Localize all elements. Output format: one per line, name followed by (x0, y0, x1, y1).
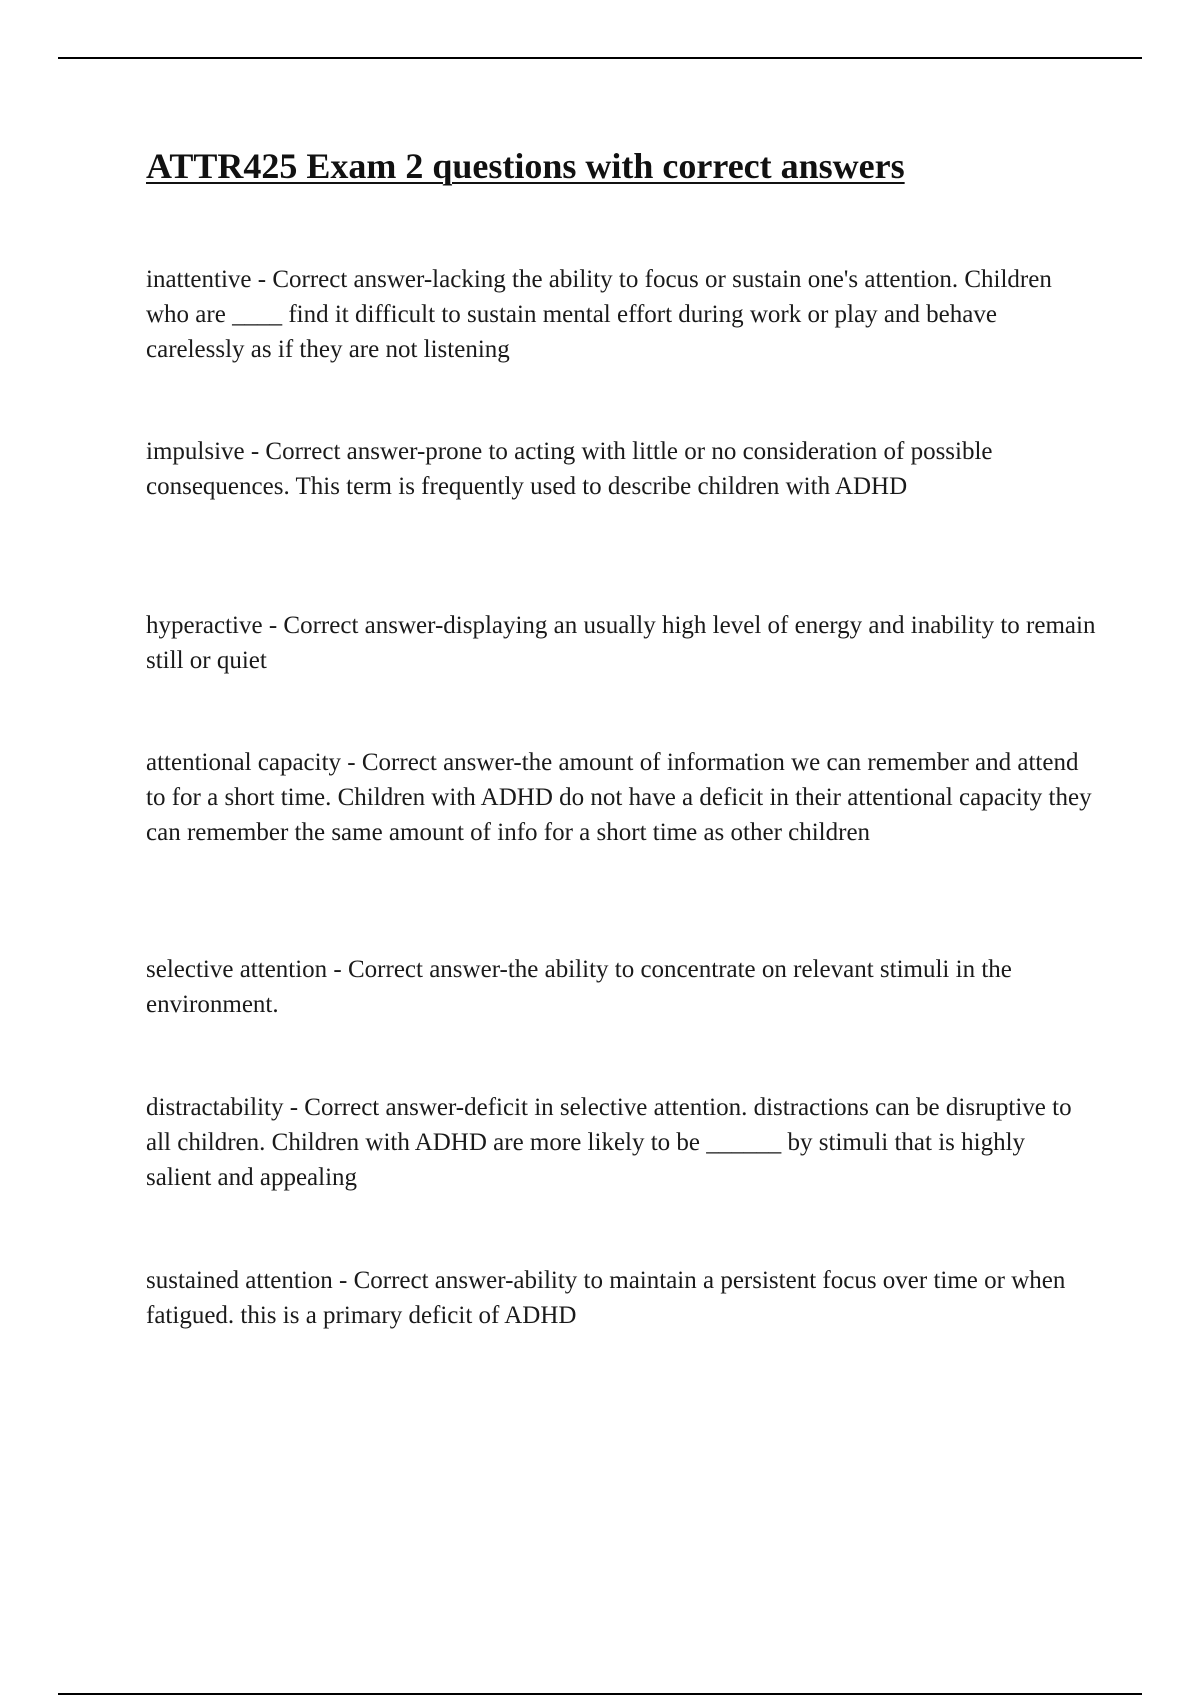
entry-impulsive: impulsive - Correct answer-prone to acting with little or no consideration of possible consequences. This term is frequently used to describe children with ADHD (146, 438, 993, 500)
page-title: ATTR425 Exam 2 questions with correct answers (146, 146, 905, 186)
entry-attentional-capacity: attentional capacity - Correct answer-the amount of information we can remember and attend to for a short time. Children with ADHD do not have a deficit in their attentional capacity they can remember the same amount of info for a short time as other children (146, 749, 1092, 846)
footer-rule (58, 1693, 1142, 1695)
entry-selective-attention: selective attention - Correct answer-the ability to concentrate on relevant stimuli in the environment. (146, 956, 1012, 1018)
entry-sustained-attention: sustained attention - Correct answer-ability to maintain a persistent focus over time or when fatigued. this is a primary deficit of ADHD (146, 1267, 1066, 1329)
entry-inattentive: inattentive - Correct answer-lacking the ability to focus or sustain one's attention. Children who are ____ find it difficult to sustain mental effort during work or play and behave carelessly as if they are not listening (146, 266, 1052, 363)
header-rule (58, 57, 1142, 59)
entry-distractability: distractability - Correct answer-deficit in selective attention. distractions can be disruptive to all children. Children with ADHD are more likely to be ______ by stimuli that is highly salient and appealing (146, 1094, 1072, 1191)
entry-hyperactive: hyperactive - Correct answer-displaying an usually high level of energy and inability to remain still or quiet (146, 612, 1096, 674)
